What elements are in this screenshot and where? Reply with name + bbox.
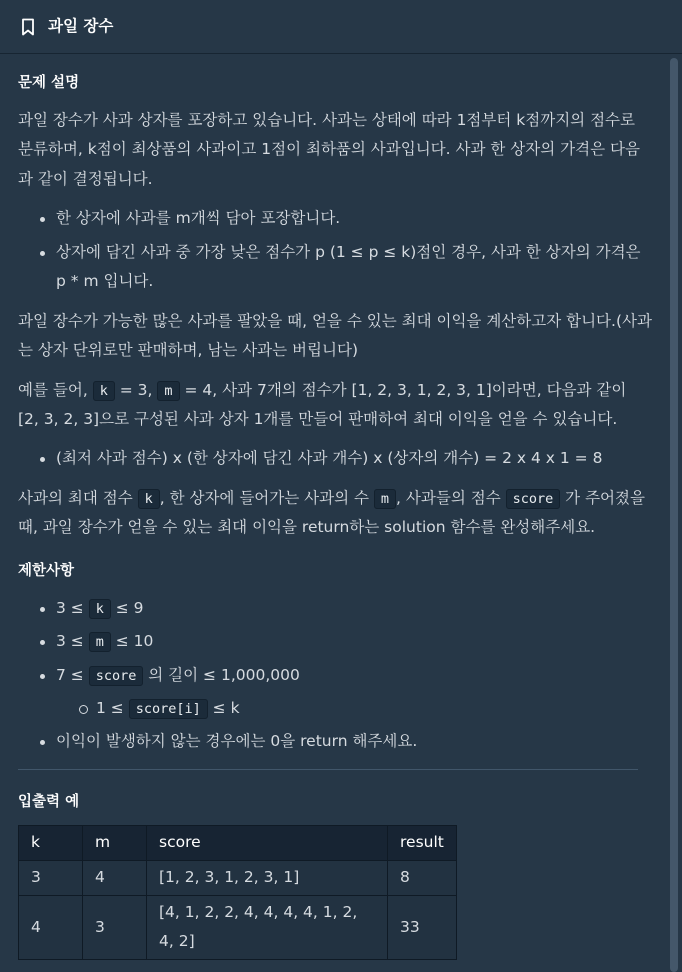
table-cell: 3 [19,860,83,895]
table-cell: 8 [388,860,457,895]
list-item: 상자에 담긴 사과 중 가장 낮은 점수가 p (1 ≤ p ≤ k)점인 경우, 사과 한 상자의 가격은 p * m 입니다. [18,238,652,297]
table-header-row [19,825,457,860]
section-title-constraints: 제한사항 [18,562,75,579]
inline-code: m [157,381,179,401]
table-cell: [4, 1, 2, 2, 4, 4, 4, 4, 1, 2, 4, 2] [147,895,388,959]
list-item: 이익이 발생하지 않는 경우에는 0을 return 해주세요. [18,727,652,756]
inline-code: k [93,381,115,401]
problem-description [0,55,668,972]
list-item: 3 ≤ k ≤ 9 [18,594,652,623]
bullet-list [18,444,652,473]
table-cell: 3 [83,895,147,959]
inline-code: m [374,489,396,509]
inline-code: k [89,599,111,619]
inline-code: score [89,666,144,686]
table-cell: 4 [19,895,83,959]
inline-code: k [138,489,160,509]
inline-code: score[i] [129,699,208,719]
paragraph: 과일 장수가 가능한 많은 사과를 팔았을 때, 얻을 수 있는 최대 이익을 계산하고자 합니다.(사과는 상자 단위로만 판매하며, 남는 사과는 버립니다) [18,311,652,360]
list-item: 7 ≤ score 의 길이 ≤ 1,000,000 [18,661,652,690]
table-cell: 4 [83,860,147,895]
table-row [19,860,457,895]
table-row [19,895,457,959]
bullet-list [18,204,652,296]
bookmark-icon[interactable] [20,18,36,36]
list-item: 한 상자에 사과를 m개씩 담아 포장합니다. [18,204,652,233]
scrollbar[interactable] [670,58,678,972]
examples-table [18,825,457,960]
list-item: 3 ≤ m ≤ 10 [18,627,652,656]
table-cell: [1, 2, 3, 1, 2, 3, 1] [147,860,388,895]
inline-code: m [89,632,111,652]
paragraph: 과일 장수가 사과 상자를 포장하고 있습니다. 사과는 상태에 따라 1점부터 k점까지의 점수로 분류하며, k점이 최상품의 사과이고 1점이 최하품의 사과입니다. 사과 한 상자의 가격은 다음과 같이 결정됩니다. [18,111,640,188]
constraints-list [18,594,652,690]
table-header: k [19,825,83,860]
table-header: score [147,825,388,860]
inline-code: score [506,489,561,509]
list-item: 1 ≤ score[i] ≤ k [18,694,652,723]
section-title-description: 문제 설명 [18,75,80,91]
page-header [0,0,682,54]
section-title-examples: 입출력 예 [18,793,80,810]
page-title: 과일 장수 [48,16,114,35]
list-item: (최저 사과 점수) x (한 상자에 담긴 사과 개수) x (상자의 개수) = 2 x 4 x 1 = 8 [18,444,652,473]
paragraph: 예를 들어, k = 3, m = 4, 사과 7개의 점수가 [1, 2, 3, 1, 2, 3, 1]이라면, 다음과 같이 [2, 3, 2, 3]으로 구성된 사과 상자 1개를 만들어 판매하여 최대 이익을 얻을 수 있습니다. [18,380,627,428]
paragraph: 사과의 최대 점수 k , 한 상자에 들어가는 사과의 수 m , 사과들의 점수 score 가 주어졌을 때, 과일 장수가 얻을 수 있는 최대 이익을 return하는 solution 함수를 완성해주세요. [18,488,645,537]
divider [18,769,638,770]
table-header: m [83,825,147,860]
table-header: result [388,825,457,860]
sub-list [18,694,652,723]
table-cell: 33 [388,895,457,959]
constraints-list [18,727,652,756]
